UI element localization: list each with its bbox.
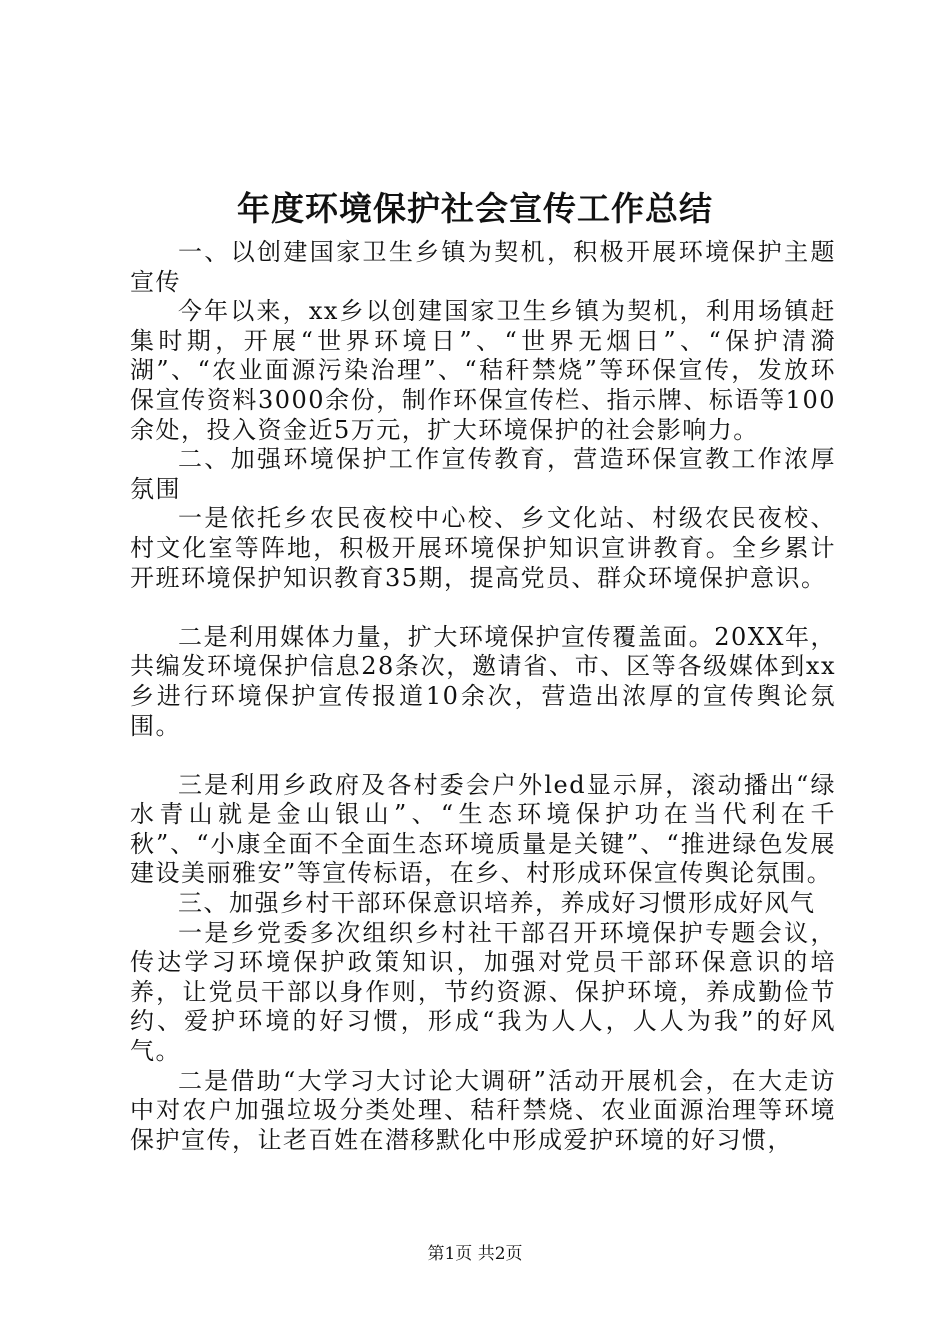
document-title: 年度环境保护社会宣传工作总结 — [237, 189, 713, 228]
body-paragraph: 二是借助“大学习大讨论大调研”活动开展机会，在大走访中对农户加强垃圾分类处理、秸秆禁烧、农业面源治理等环境保护宣传，让老百姓在潜移默化中形成爱护环境的好习惯， — [130, 1066, 836, 1154]
document-body — [130, 238, 836, 1155]
body-paragraph: 三是利用乡政府及各村委会户外led显示屏，滚动播出“绿水青山就是金山银山”、“生态环境保护功在当代利在千秋”、“小康全面不全面生态环境质量是关键”、“推进绿色发展建设美丽雅安”等宣传标语，在乡、村形成环保宣传舆论氛围。 — [130, 770, 836, 888]
section-heading-3: 三、加强乡村干部环保意识培养，养成好习惯形成好风气 — [178, 889, 816, 918]
section-heading-2: 二、加强环境保护工作宣传教育，营造环保宣教工作浓厚氛围 — [130, 445, 836, 503]
body-paragraph: 二是利用媒体力量，扩大环境保护宣传覆盖面。20XX年，共编发环境保护信息28条次，邀请省、市、区等各级媒体到xx乡进行环境保护宣传报道10余次，营造出浓厚的宣传舆论氛围。 — [130, 622, 836, 740]
body-paragraph: 一是依托乡农民夜校中心校、乡文化站、村级农民夜校、村文化室等阵地，积极开展环境保护知识宣讲教育。全乡累计开班环境保护知识教育35期，提高党员、群众环境保护意识。 — [130, 504, 836, 592]
body-paragraph: 今年以来，xx乡以创建国家卫生乡镇为契机，利用场镇赶集时期，开展“世界环境日”、“世界无烟日”、“保护清漪湖”、“农业面源污染治理”、“秸秆禁烧”等环保宣传，发放环保宣传资料3000余份，制作环保宣传栏、指示牌、标语等100余处，投入资金近5万元，扩大环境保护的社会影响力。 — [130, 297, 836, 444]
section-heading-1: 一、以创建国家卫生乡镇为契机，积极开展环境保护主题宣传 — [130, 238, 836, 296]
body-paragraph: 一是乡党委多次组织乡村社干部召开环境保护专题会议，传达学习环境保护政策知识，加强对党员干部环保意识的培养，让党员干部以身作则，节约资源、保护环境，养成勤俭节约、爱护环境的好习惯，形成“我为人人，人人为我”的好风气。 — [130, 918, 836, 1066]
page-number-footer: 第1页 共2页 — [427, 1244, 523, 1264]
